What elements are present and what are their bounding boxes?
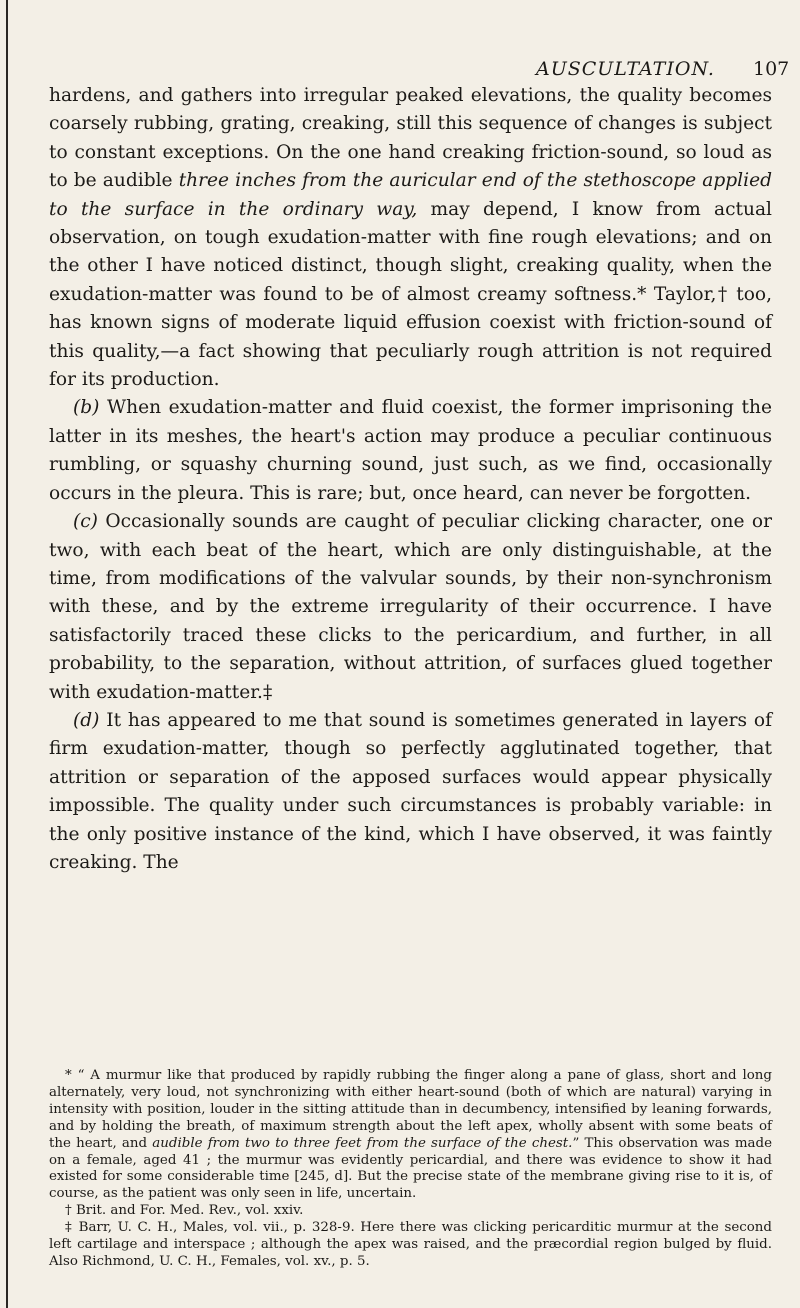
footnote-text: * “ A murmur like that produced by rapidly rubbing the finger along a pane of glass, short and long alternately, very loud, not synchronizing with either heart-sound (both of which are natural) varying in intensity with position, louder in the sitting attitude than in decumbency, intensified by leaning forwards, and by holding the breath, of maximum strength about the left apex, wholly absent with some beats of the heart, and [49, 1068, 772, 1151]
paragraph-label: (c) [73, 511, 98, 533]
footnote-double-dagger: ‡ Barr, U. C. H., Males, vol. vii., p. 328-9. Here there was clicking pericarditic murmur at the second left cartilage and interspace ; although the apex was raised, and the præcordial region bulged by fluid. Also Richmond, U. C. H., Females, vol. xv., p. 5. [49, 1220, 772, 1269]
paragraph-text: Occasionally sounds are caught of peculiar clicking character, one or two, with each beat of the heart, which are only distinguishable, at the time, from modifications of the valvular sounds, by their non-synchronism with these, and by the extreme irregularity of their occurrence. I have satisfactorily traced these clicks to the pericardium, and further, in all probability, to the separation, without attrition, of surfaces glued together with exudation-matter.‡ [49, 511, 772, 703]
emphasis-text: three inches from the auricular end of the stethoscope applied to the surface in the ordinary way, [49, 170, 772, 220]
footnote-dagger: † Brit. and For. Med. Rev., vol. xxiv. [65, 1203, 304, 1219]
footnote-asterisk [49, 1068, 772, 1203]
paragraph-text: It has appeared to me that sound is sometimes generated in layers of firm exudation-matter, though so perfectly agglutinated together, that attrition or separation of the apposed surfaces would appear physically impossible. The quality under such circumstances is probably variable: in the only positive instance of the kind, which I have observed, it was faintly creaking. The [49, 709, 772, 873]
paragraph-label: (d) [73, 709, 100, 731]
paragraph-d [49, 707, 772, 877]
paragraph-b [49, 394, 772, 508]
running-head: AUSCULTATION. [536, 58, 715, 80]
paragraph-c [49, 508, 772, 707]
paragraph-text: hardens, and gathers into irregular peaked elevations, the quality becomes coarsely rubbing, grating, creaking, still this sequence of changes is subject to constant exceptions. On the one hand creaking friction-sound, so loud as to be audible [49, 85, 772, 192]
footnote-text: ” This observation was made on a female, aged 41 ; the murmur was evidently pericardial, and there was evidence to show it had existed for some considerable time [245, d]. But the precise state of the membrane giving rise to it is, of course, as the patient was only seen in life, uncertain. [49, 1135, 773, 1202]
body-text [49, 82, 772, 877]
paragraph-text: may depend, I know from actual observation, on tough exudation-matter with fine rough elevations; and on the other I have noticed distinct, though slight, creaking quality, when the exudation-matter was found to be of almost creamy softness.* Taylor,† too, has known signs of moderate liquid effusion coexist with friction-sound of this quality,—a fact showing that peculiarly rough attrition is not required for its production. [49, 198, 773, 391]
footnote-emphasis: audible from two to three feet from the surface of the chest. [152, 1135, 573, 1151]
footnotes [49, 1068, 772, 1271]
paragraph-label: (b) [73, 397, 100, 419]
paragraph-text: When exudation-matter and fluid coexist, the former imprisoning the latter in its meshes, the heart's action may produce a peculiar continuous rumbling, or squashy churning sound, just such, as we find, occasionally occurs in the pleura. This is rare; but, once heard, can never be forgotten. [49, 397, 772, 504]
page-edge-line [6, 0, 8, 1308]
page-number: 107 [753, 58, 790, 80]
paragraph-a-continued [49, 82, 772, 394]
